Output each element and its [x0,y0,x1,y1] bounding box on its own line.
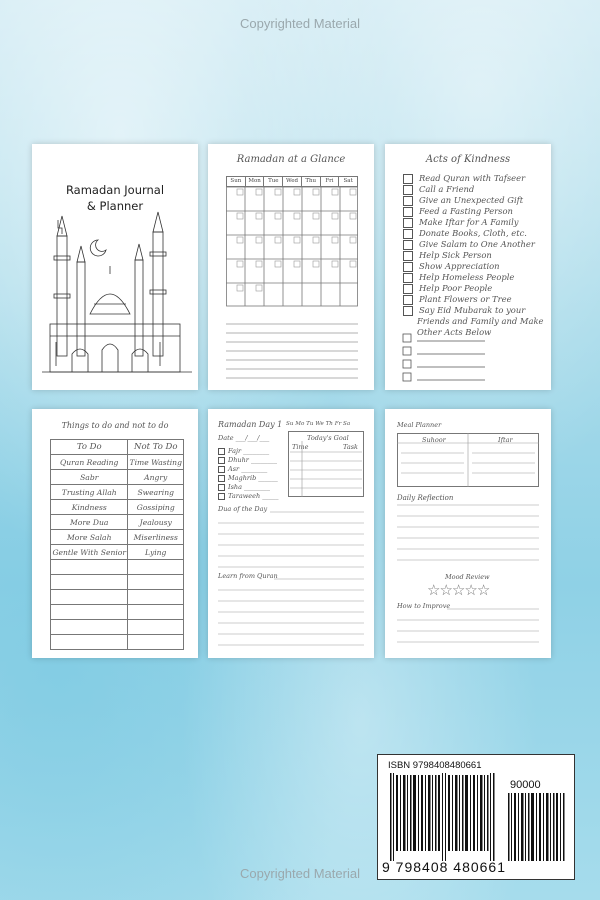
prayer-item: Fajr ________ [218,447,269,455]
kindness-item: Say Eid Mubarak to your [403,305,525,316]
checkbox-icon[interactable] [403,295,413,305]
kindness-item: Call a Friend [403,184,474,195]
day-header: Thu [302,176,321,187]
glance-note-lines [208,320,374,390]
star-icon[interactable]: ☆ [476,581,490,599]
watermark-bottom: Copyrighted Material [240,866,360,881]
todo-cell: Quran Reading [51,455,128,470]
barcode-digits: 9 798408 480661 [382,859,506,875]
checkbox-icon[interactable] [403,284,413,294]
day-date: Date ___/___/___ [218,434,270,442]
prayer-item: Asr ________ [218,465,267,473]
todo-cell-empty [51,605,128,620]
kindness-item: Help Sick Person [403,250,492,261]
todo-cell-empty [51,560,128,575]
day-title: Ramadan Day 1 [218,420,283,429]
reflection-page [385,409,551,658]
kindness-item: Help Poor People [403,283,492,294]
learn-label: Learn from Quran [218,572,278,580]
day-header: Sun [226,176,246,187]
dua-label: Dua of the Day [218,505,268,513]
prayer-item: Taraweeh _____ [218,492,278,500]
todo-cell-empty [128,560,184,575]
cover-title: Ramadan Journal & Planner [65,183,165,213]
todo-cell-empty [128,575,184,590]
todo-cell: More Dua [51,515,128,530]
goal-task: Task [343,443,358,451]
checkbox-icon[interactable] [403,174,413,184]
star-icon[interactable]: ☆ [464,581,477,599]
cover-page [32,144,198,390]
iftar-label: Iftar [498,436,513,444]
todo-col-header: Not To Do [128,440,184,455]
prayer-item: Maghrib ______ [218,474,278,482]
daily-reflection-label: Daily Reflection [397,494,454,502]
todo-page [32,409,198,658]
checkbox-icon[interactable] [403,185,413,195]
watermark-top: Copyrighted Material [240,16,360,31]
suhoor-label: Suhoor [422,436,446,444]
price-code: 90000 [510,779,541,791]
goal-time: Time [292,443,309,451]
todo-cell: Time Wasting [128,455,184,470]
barcode-label [377,754,575,880]
day-header: Mon [246,176,265,187]
day-header: Tue [264,176,283,187]
todo-cell: Jealousy [128,515,184,530]
todo-col-header: To Do [51,440,128,455]
checkbox-icon[interactable] [403,218,413,228]
mosque-illustration [32,144,198,390]
goal-title: Today's Goal [307,434,349,442]
checkbox-icon[interactable] [403,273,413,283]
glance-title: Ramadan at a Glance [236,154,346,165]
todo-cell-empty [128,590,184,605]
kindness-item-continued: Other Acts Below [417,327,492,337]
todo-table [50,439,184,650]
kindness-title: Acts of Kindness [425,154,511,165]
glance-calendar [226,176,358,307]
kindness-item: Read Quran with Tafseer [403,173,525,184]
checkbox-icon[interactable] [403,196,413,206]
reflection-lines [385,409,551,658]
kindness-item: Make Iftar for A Family [403,217,518,228]
calendar-header [226,176,358,187]
improve-label: How to Improve [397,602,451,610]
kindness-item: Feed a Fasting Person [403,206,513,217]
day-weekdays: Su Mo Tu We Th Fr Sa [286,421,351,427]
kindness-item: Help Homeless People [403,272,514,283]
todo-cell: Angry [128,470,184,485]
todo-cell: Kindness [51,500,128,515]
mood-label: Mood Review [445,573,490,581]
checkbox-icon[interactable] [403,207,413,217]
star-icon[interactable]: ☆ [427,581,440,599]
todo-cell-empty [128,620,184,635]
todo-cell-empty [51,575,128,590]
day-page [208,409,374,658]
todo-cell-empty [51,590,128,605]
todo-cell: Sabr [51,470,128,485]
calendar-grid [226,187,358,307]
day-header: Wed [283,176,302,187]
kindness-item: Show Appreciation [403,261,500,272]
checkbox-icon[interactable] [403,229,413,239]
checkbox-icon[interactable] [403,251,413,261]
todo-cell: Trusting Allah [51,485,128,500]
todo-cell: Gentle With Senior [51,545,128,560]
kindness-item: Plant Flowers or Tree [403,294,512,305]
star-icon[interactable]: ☆ [451,581,465,599]
kindness-page [385,144,551,390]
mood-stars [427,581,489,599]
prayer-item: Isha ________ [218,483,270,491]
star-icon[interactable]: ☆ [439,581,452,599]
day-header: Fri [321,176,340,187]
todo-cell: Swearing [128,485,184,500]
todo-cell: Gossiping [128,500,184,515]
todo-cell-empty [51,635,128,650]
todo-cell-empty [51,620,128,635]
isbn-text: ISBN 9798408480661 [388,760,482,771]
checkbox-icon[interactable] [403,240,413,250]
day-header: Sat [339,176,358,187]
kindness-item: Donate Books, Cloth, etc. [403,228,527,239]
kindness-item-continued: Friends and Family and Make [417,316,544,326]
checkbox-icon[interactable] [403,262,413,272]
todo-cell: Lying [128,545,184,560]
todo-title: Things to do and not to do [61,421,169,430]
prayer-item: Dhuhr ________ [218,456,277,464]
todo-cell: More Salah [51,530,128,545]
todo-cell: Miserliness [128,530,184,545]
kindness-blank-items [385,330,551,390]
checkbox-icon[interactable] [403,306,413,316]
kindness-item: Give Salam to One Another [403,239,535,250]
goal-lines [208,409,374,658]
glance-page [208,144,374,390]
todo-cell-empty [128,605,184,620]
meal-label: Meal Planner [397,421,442,429]
kindness-item: Give an Unexpected Gift [403,195,523,206]
todo-cell-empty [128,635,184,650]
